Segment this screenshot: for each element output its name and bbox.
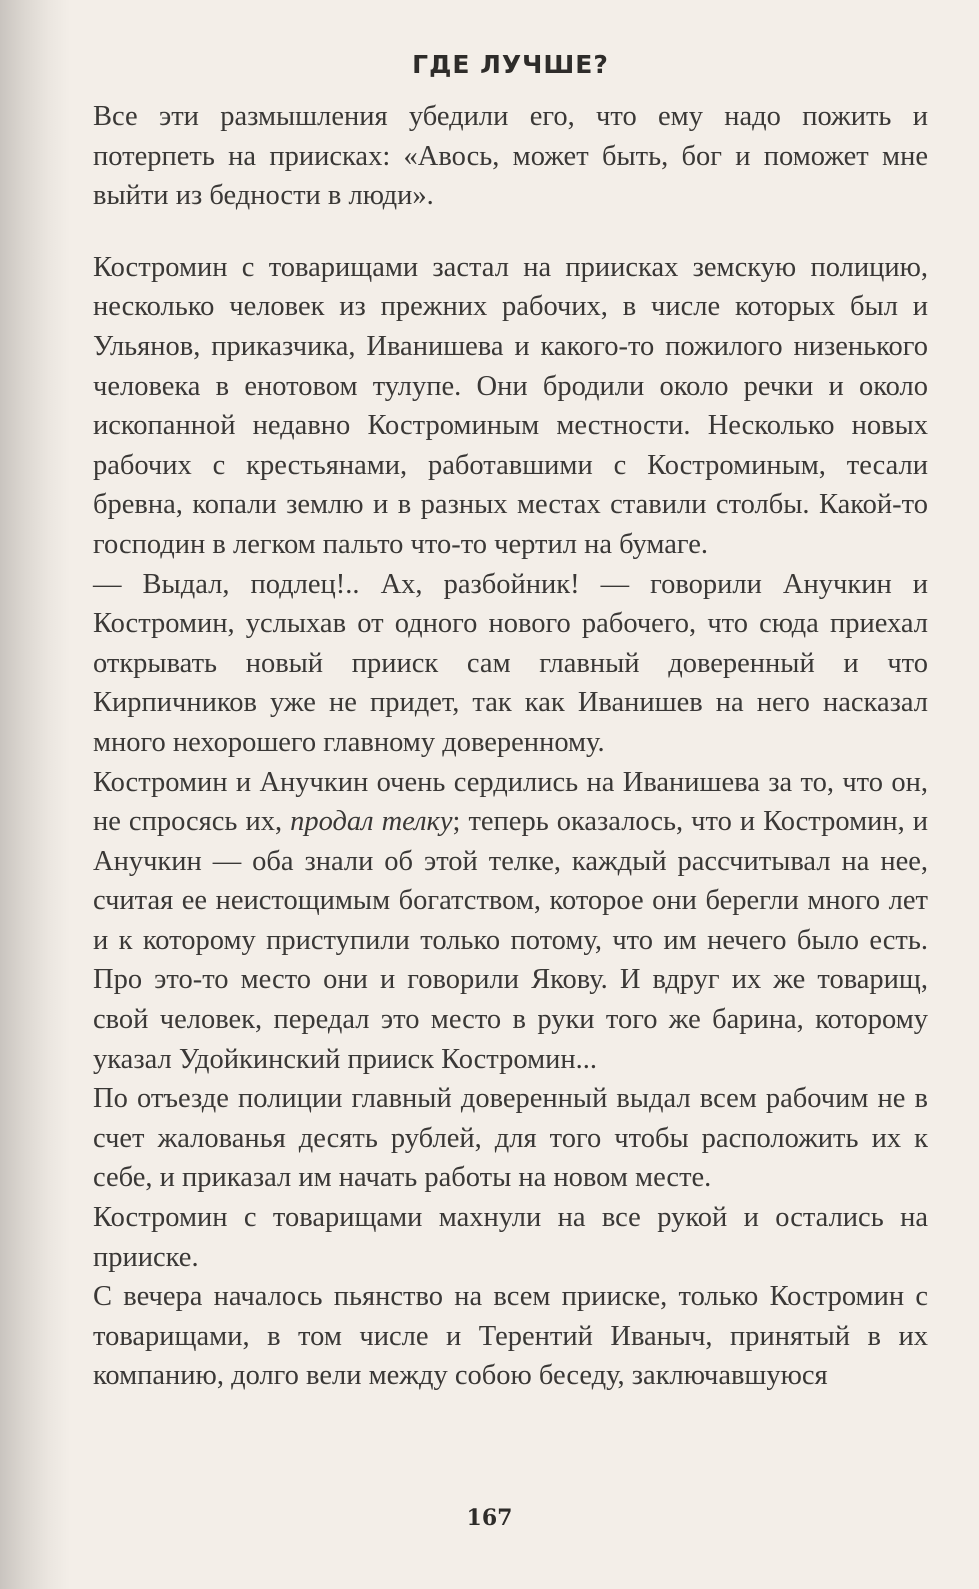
running-head: ГДЕ ЛУЧШЕ? xyxy=(412,50,609,79)
page-number: 167 xyxy=(466,1505,513,1531)
paragraph-4-start: Костромин и Анучкин очень сердились на Иванишева за то, что он, не спросясь их, xyxy=(93,766,928,838)
italic-phrase: продал телку xyxy=(290,806,453,838)
paragraph-7: С вечера началось пьянство на всем прииске, только Костромин с товарищами, в том числе и Терентий Иваныч, принятый в их компанию, долго вели между собою беседу, заключавшуюся xyxy=(93,1281,928,1392)
paragraph-6: Костромин с товарищами махнули на все рукой и остались на прииске. xyxy=(93,1202,928,1273)
paragraph-1: Все эти размышления убедили его, что ему надо пожить и потерпеть на приисках: «Авось, может быть, бог и поможет мне выйти из бедности в люди». xyxy=(93,101,928,212)
paragraph-4-end: ; теперь оказалось, что и Костромин, и Анучкин — оба знали об этой телке, каждый рассчитывал на нее, считая ее неистощимым богатством, которое они берегли много лет и к которому приступили только потому, что им нечего было есть. Про это-то место они и говорили Якову. И вдруг их же товарищ, свой человек, передал это место в руки того же барина, которому указал Удойкинский прииск Костромин... xyxy=(93,806,928,1075)
paragraph-2: Костромин с товарищами застал на приисках земскую полицию, несколько человек из прежних рабочих, в числе которых был и Ульянов, приказчика, Иванишева и какого-то пожилого низенького человека в енотовом тулупе. Они бродили около речки и около ископанной недавно Костроминым местности. Несколько новых рабочих с крестьянами, работавшими с Костроминым, тесали бревна, копали землю и в разных местах ставили столбы. Какой-то господин в легком пальто что-то чертил на бумаге. xyxy=(93,251,928,560)
paragraph-3: — Выдал, подлец!.. Ах, разбойник! — говорили Анучкин и Костромин, услыхав от одного нового рабочего, что сюда приехал открывать новый прииск сам главный доверенный и что Кирпичников уже не придет, так как Иванишев на него насказал много нехорошего главному доверенному. xyxy=(93,568,928,758)
book-page xyxy=(93,50,928,1396)
paragraph-5: По отъезде полиции главный доверенный выдал всем рабочим не в счет жалованья десять рублей, для того чтобы расположить их к себе, и приказал им начать работы на новом месте. xyxy=(93,1083,928,1194)
paragraph-4 xyxy=(93,763,928,1080)
spine-shadow xyxy=(0,0,70,1589)
